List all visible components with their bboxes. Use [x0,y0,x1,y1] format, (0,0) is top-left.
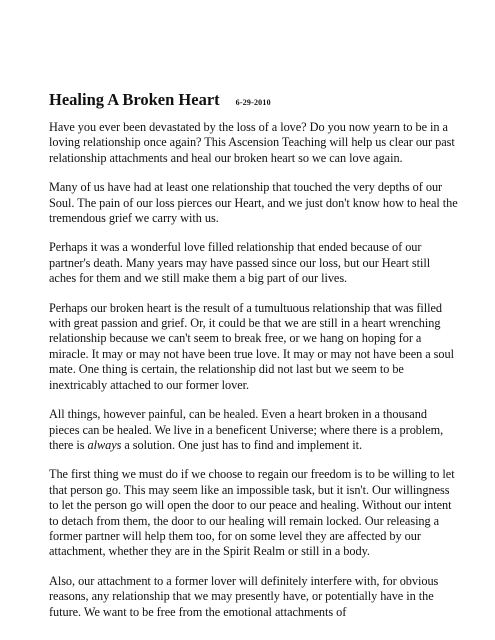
document-date: 6-29-2010 [235,98,271,107]
document-body [49,90,459,620]
paragraph-1: Have you ever been devastated by the loss of a love? Do you now yearn to be in a loving relationship once again? This Ascension Teaching will help us clear our past relationship attachments and heal our broken heart so we can love again. [49,120,455,165]
document-title: Healing A Broken Heart [49,90,220,109]
paragraph-4: Perhaps our broken heart is the result of a tumultuous relationship that was filled with great passion and grief. Or, it could be that we are still in a heart wrenching relationship because we can't seem to break free, or we hang on hoping for a miracle. It may or may not have been true love. It may or may not have been a soul mate. One thing is certain, the relationship did not last but we seem to be inextricably attached to our former lover. [49,300,454,392]
paragraph-7: Also, our attachment to a former lover will definitely interfere with, for obvious reasons, any relationship that we may presently have, or potentially have in the future. We want to be free from the emotional attachments of [49,573,439,619]
paragraph-5-text-before: All things, however painful, can be healed. Even a heart broken in a thousand pieces can be healed. We live in a beneficent Universe; where there is a problem, there is [49,407,444,452]
paragraph-6: The first thing we must do if we choose to regain our freedom is to be willing to let that person go. This may seem like an impossible task, but it isn't. Our willingness to let the person go will open the door to our peace and healing. Without our intent to detach from them, the door to our healing will remain locked. Our releasing a former partner will help them too, for on some level they are affected by our attachment, whether they are in the Spirit Realm or still in a body. [49,467,455,559]
paragraph-5-text-after: a solution. One just has to find and implement it. [121,437,362,452]
paragraph-2: Many of us have had at least one relationship that touched the very depths of our Soul. The pain of our loss pierces our Heart, and we just don't know how to heal the tremendous grief we carry with us. [49,180,458,226]
paragraph-5 [49,407,459,453]
title-line [49,90,459,113]
paragraph-5-emphasis: always [87,437,122,452]
paragraph-3: Perhaps it was a wonderful love filled relationship that ended because of our partner's death. Many years may have passed since our loss, but our Heart still aches for them and we still make them a big part of our lives. [49,240,431,286]
